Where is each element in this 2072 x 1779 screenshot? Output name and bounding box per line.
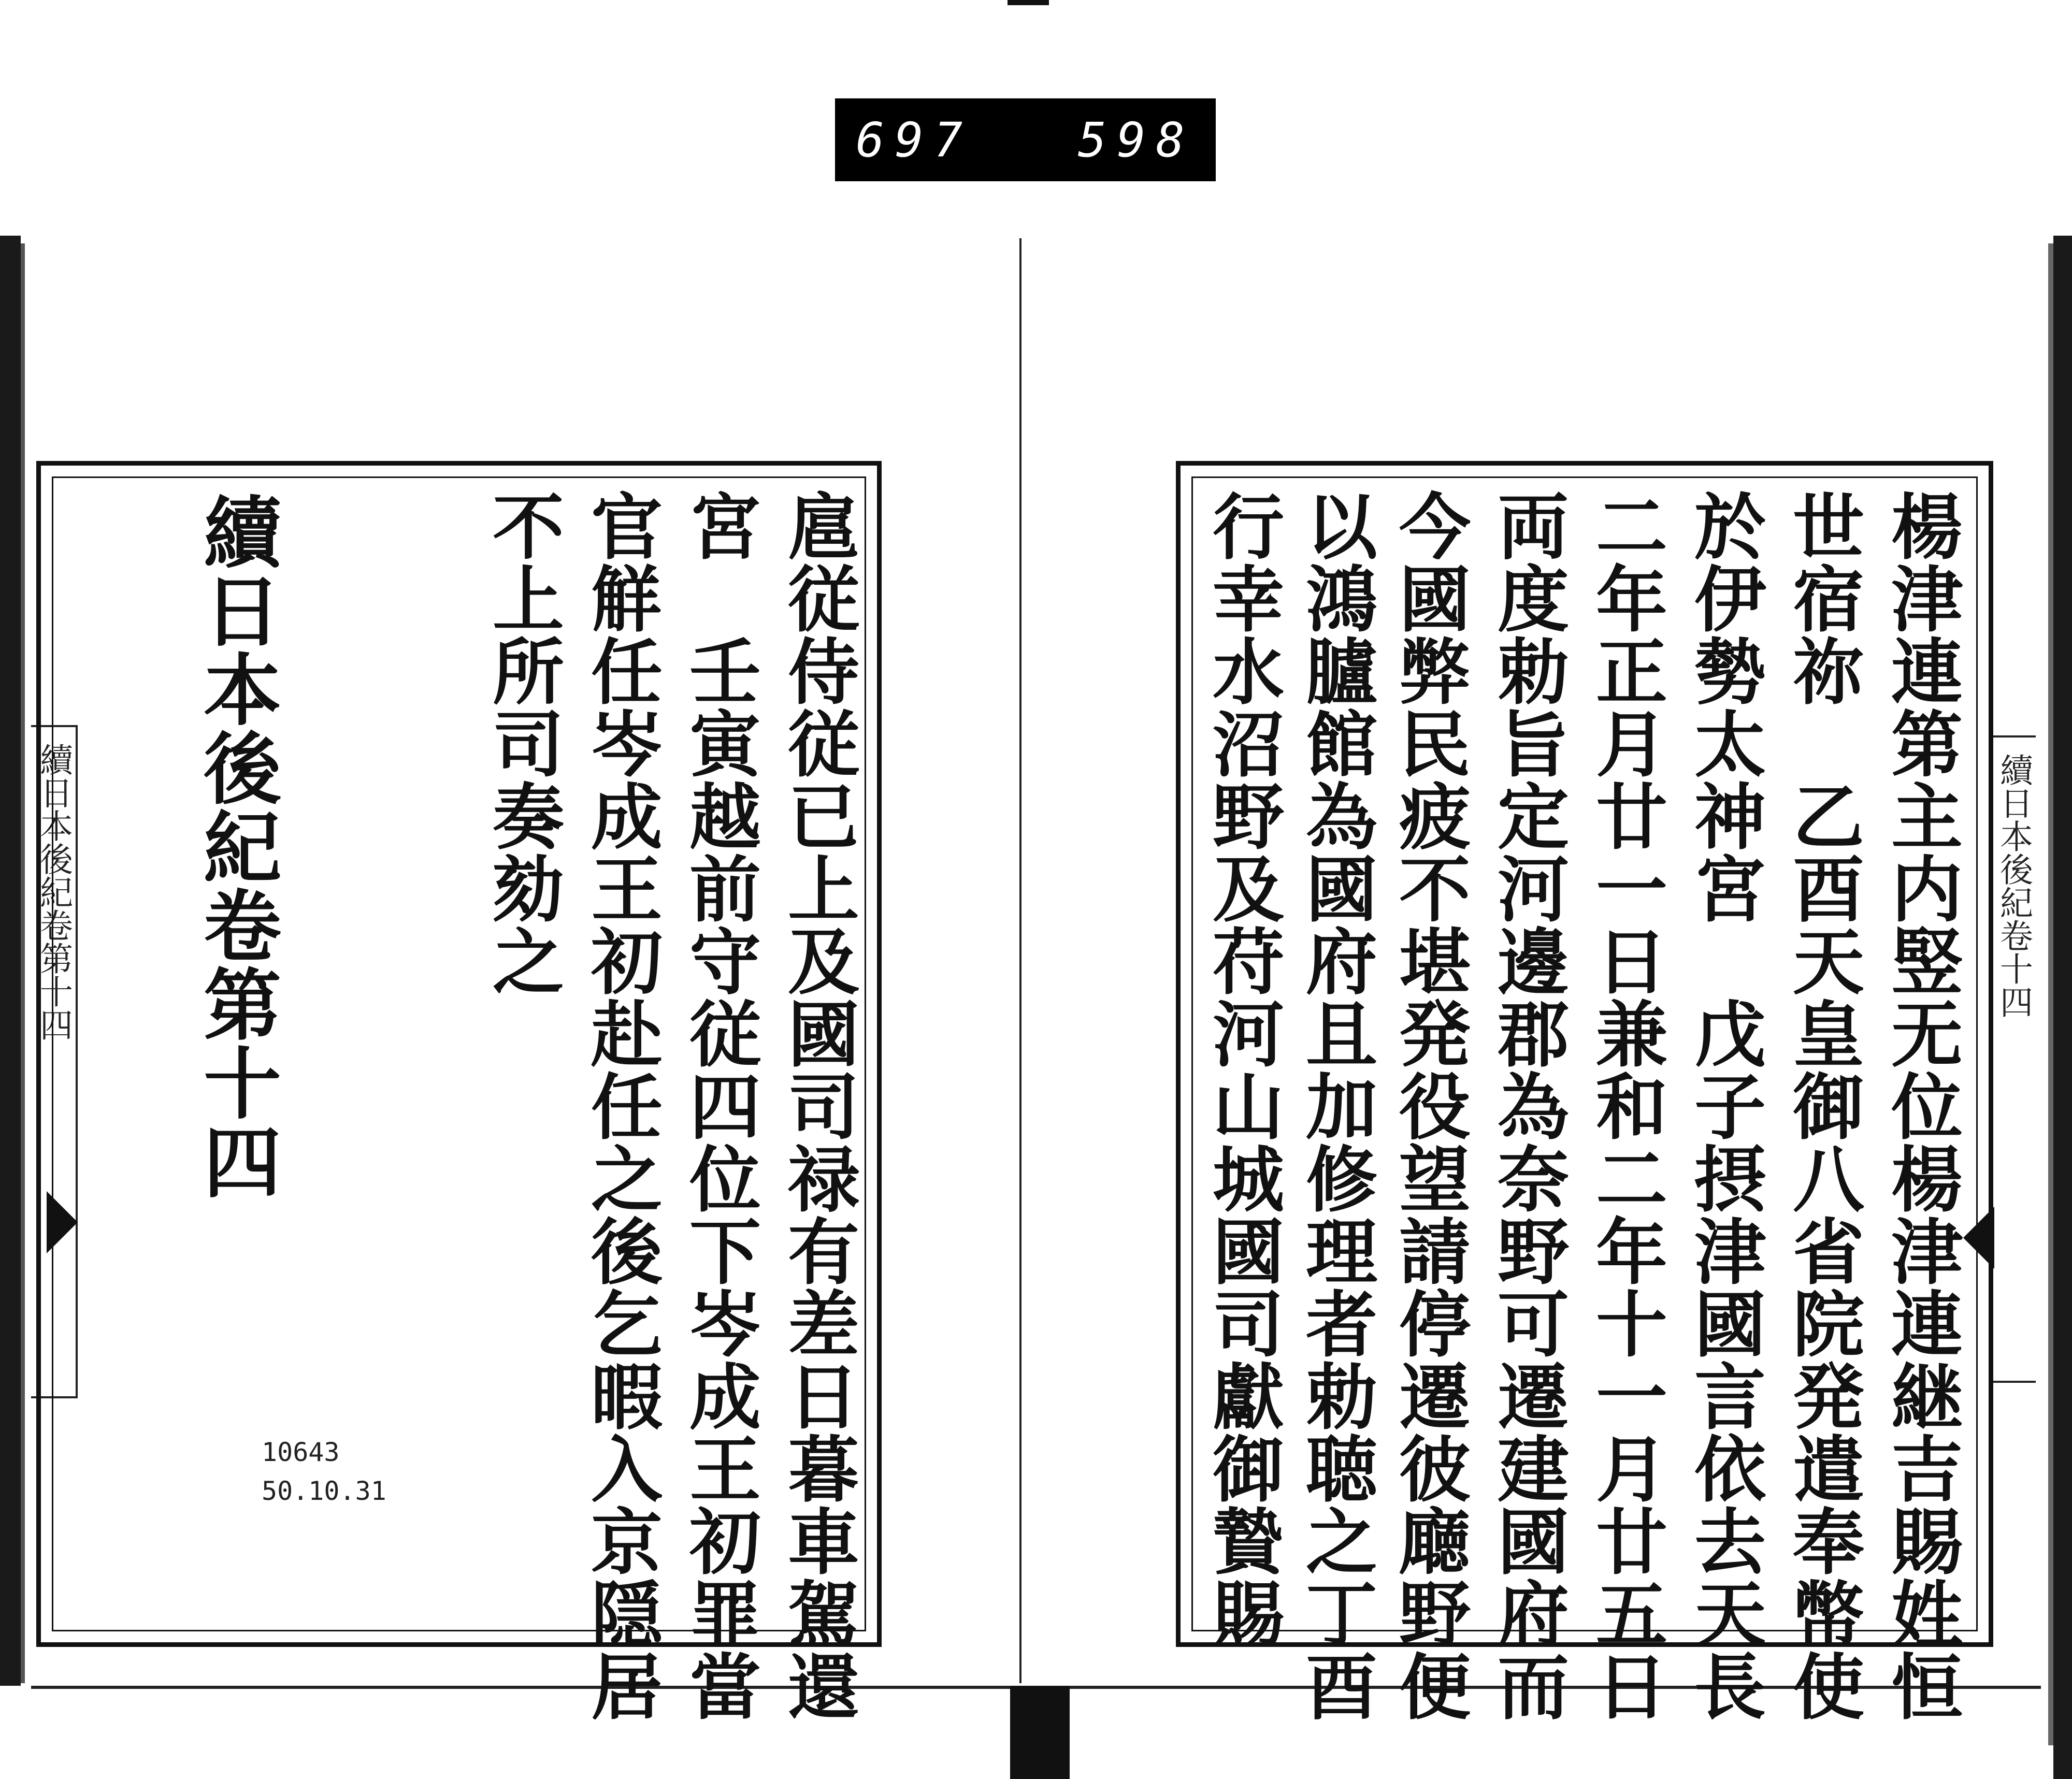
gutter-shadow [1010, 1686, 1070, 1779]
right-page-column-6: 今國弊民疲不堪発役望請停遷彼廰野便 [1387, 489, 1472, 1722]
right-page-column-4: 二年正月廿一日兼和二年十一月廿五日 [1584, 489, 1668, 1722]
library-stamp-number: 10643 [262, 1437, 340, 1467]
top-binding-mark [1008, 0, 1049, 5]
right-page-column-5: 両度勅旨定河邊郡為奈野可遷建國府而 [1486, 489, 1570, 1722]
book-gutter [1019, 238, 1021, 1683]
catalog-number-right: 598 [1077, 112, 1195, 168]
right-page-column-7: 以鴻臚館為國府且加修理者勅聴之丁酉 [1294, 489, 1378, 1722]
right-page-edge [2053, 236, 2072, 1779]
left-page-edge [0, 236, 21, 1686]
catalog-label [835, 98, 1216, 181]
right-page-column-2: 世宿祢 乙酉天皇御八省院発遣奉幣使 [1781, 489, 1865, 1722]
library-stamp-date: 50.10.31 [262, 1476, 386, 1506]
catalog-number-left: 697 [856, 112, 973, 168]
side-tab-left: 續日本後紀卷第十四 [31, 725, 78, 1398]
side-tab-right: 續日本後紀卷十四 [1989, 735, 2036, 1383]
volume-end-title: 續日本後紀卷第十四 [190, 492, 281, 1201]
right-page-column-1: 楊津連第主内竪无位楊津連継吉賜姓恒 [1879, 489, 1964, 1722]
left-page-column-3: 官觧任岑成王初赴任之後乞暇入京隠居 [579, 489, 664, 1722]
left-page-column-1: 扈従侍従已上及國司禄有差日暮車駕還 [776, 489, 860, 1722]
right-page-column-3: 於伊勢太神宮 戊子摂津國言依去天長 [1682, 489, 1767, 1722]
left-page-edge-inner [21, 243, 25, 1683]
left-page-column-2: 宮 壬寅越前守従四位下岑成王初罪當 [678, 489, 762, 1722]
left-page-column-4: 不上所司奏劾之 [481, 489, 565, 997]
right-page-column-8: 行幸水沼野及苻河山城國司獻御贄賜 [1201, 489, 1285, 1650]
right-page-edge-inner [2048, 243, 2053, 1745]
